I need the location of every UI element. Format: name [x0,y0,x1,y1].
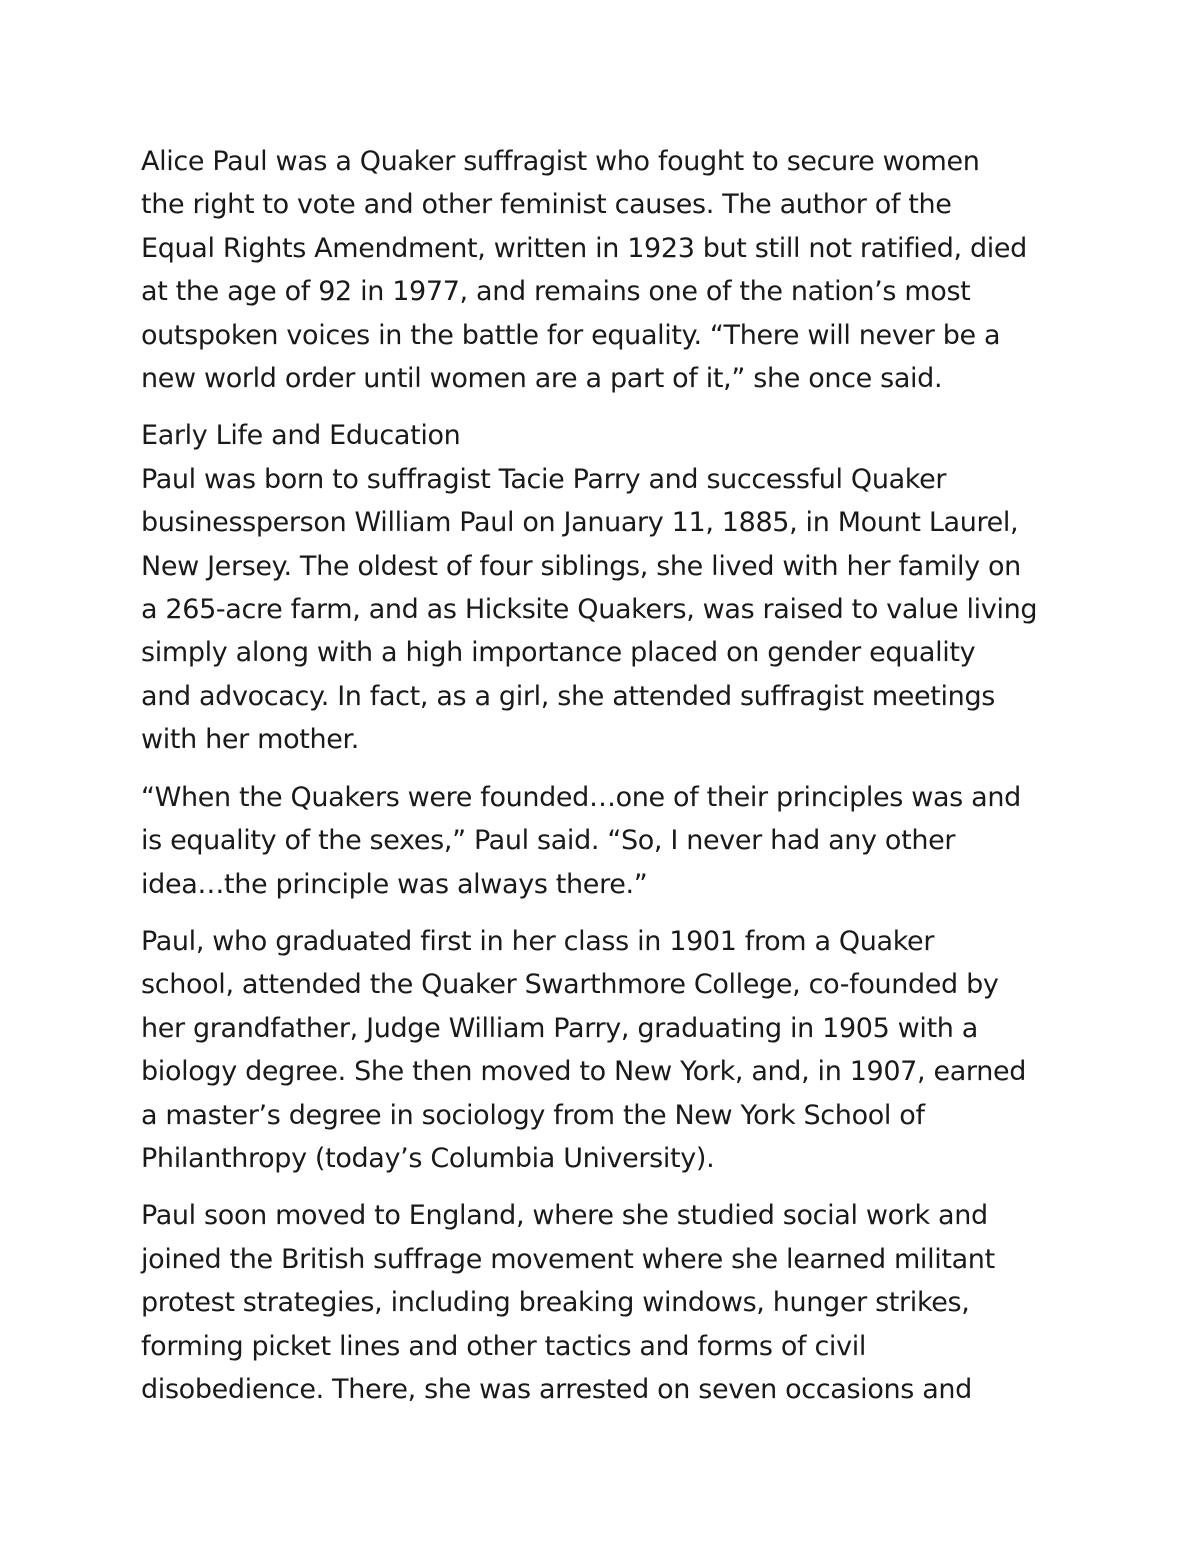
text-line: idea…the principle was always there.” [141,868,648,900]
text-line: Equal Rights Amendment, written in 1923 but still not ratified, died [141,232,1027,264]
text-line: Philanthropy (today’s Columbia University). [141,1142,715,1174]
text-line: biology degree. She then moved to New York, and, in 1907, earned [141,1056,1027,1088]
text-line: and advocacy. In fact, as a girl, she attended suffragist meetings [141,680,995,712]
paragraph-quote [141,776,1071,906]
paragraph-early-life [141,414,1071,761]
text-line: a 265-acre farm, and as Hicksite Quakers, was raised to value living [141,594,1038,626]
text-line: is equality of the sexes,” Paul said. “So, I never had any other [141,825,956,857]
text-line: Alice Paul was a Quaker suffragist who fought to secure women [141,146,980,177]
text-line: her grandfather, Judge William Parry, graduating in 1905 with a [141,1012,978,1044]
text-line: the right to vote and other feminist causes. The author of the [141,189,952,221]
text-line: at the age of 92 in 1977, and remains one of the nation’s most [141,276,971,308]
text-line: “When the Quakers were founded…one of their principles was and [141,781,1021,813]
text-line: New Jersey. The oldest of four siblings, she lived with her family on [141,550,1021,582]
text-line: outspoken voices in the battle for equality. “There will never be a [141,319,1001,351]
document-body [141,140,1071,1425]
text-line: forming picket lines and other tactics and forms of civil [141,1330,867,1362]
text-line: a master’s degree in sociology from the New York School of [141,1099,925,1131]
text-line: disobedience. There, she was arrested on seven occasions and [141,1373,972,1405]
paragraph-intro [141,140,1071,400]
text-line: businessperson William Paul on January 11, 1885, in Mount Laurel, [141,507,1019,539]
text-line: school, attended the Quaker Swarthmore College, co-founded by [141,969,999,1001]
paragraph-england [141,1194,1071,1411]
text-line: Paul, who graduated first in her class in 1901 from a Quaker [141,925,935,957]
text-line: Paul was born to suffragist Tacie Parry and successful Quaker [141,463,947,495]
section-heading: Early Life and Education [141,420,461,452]
text-line: new world order until women are a part of it,” she once said. [141,363,943,395]
text-line: simply along with a high importance placed on gender equality [141,637,976,669]
text-line: joined the British suffrage movement where she learned militant [141,1243,995,1275]
text-line: Paul soon moved to England, where she studied social work and [141,1200,988,1232]
paragraph-education [141,920,1071,1180]
text-line: protest strategies, including breaking windows, hunger strikes, [141,1287,970,1319]
text-line: with her mother. [141,724,360,756]
